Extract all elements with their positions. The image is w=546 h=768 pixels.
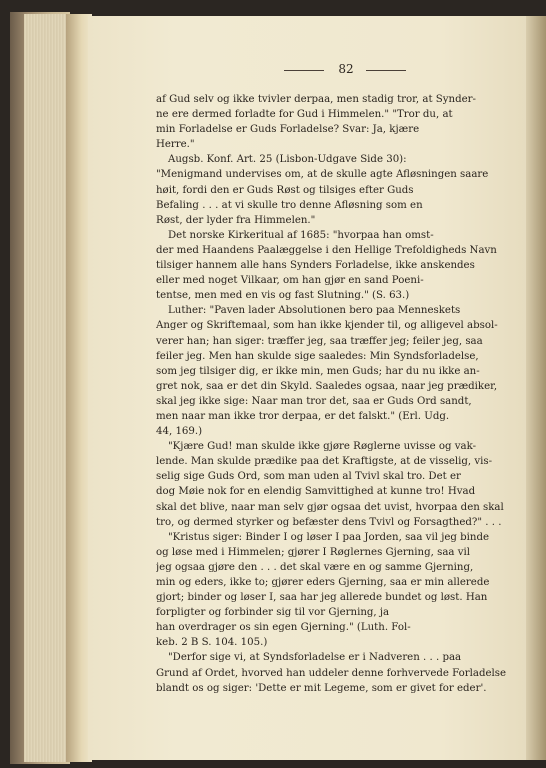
- text-line: eller med noget Vilkaar, om han gjør en sand Poeni-: [156, 275, 424, 287]
- text-line: høit, fordi den er Guds Røst og tilsiges efter Guds: [156, 184, 414, 196]
- text-line: gjort; binder og løser I, saa har jeg allerede bundet og løst. Han: [156, 592, 488, 604]
- page-body-text: [156, 92, 518, 696]
- text-line: han overdrager os sin egen Gjerning." (Luth. Fol-: [156, 622, 411, 634]
- text-line: Luther: "Paven lader Absolutionen bero paa Menneskets: [168, 305, 461, 317]
- text-line: Røst, der lyder fra Himmelen.": [156, 214, 316, 226]
- text-line: "Kjære Gud! man skulde ikke gjøre Røglerne uvisse og vak-: [168, 441, 477, 453]
- page-right-edge: [526, 16, 546, 760]
- text-line: min og eders, ikke to; gjører eders Gjerning, saa er min allerede: [156, 577, 490, 588]
- text-line: keb. 2 B S. 104. 105.): [156, 637, 268, 649]
- text-line: Augsb. Konf. Art. 25 (Lisbon-Udgave Side 30):: [168, 154, 407, 166]
- text-line: forpligter og forbinder sig til vor Gjerning, ja: [156, 607, 390, 619]
- page-number: 82: [338, 62, 354, 76]
- text-line: skal jeg ikke sige: Naar man tror det, saa er Guds Ord sandt,: [156, 395, 472, 407]
- text-line: blandt os og siger: 'Dette er mit Legeme, som er givet for eder'.: [156, 682, 487, 694]
- text-line: ne ere dermed forladte for Gud i Himmelen." "Tror du, at: [156, 109, 453, 121]
- text-line: dog Møie nok for en elendig Samvittighed at kunne tro! Hvad: [156, 486, 476, 498]
- text-line: feiler jeg. Men han skulde sige saaledes: Min Syndsforladelse,: [156, 350, 479, 362]
- text-line: "Menigmand undervises om, at de skulle agte Afløsningen saare: [156, 169, 489, 181]
- page-header: [88, 62, 528, 78]
- text-line: men naar man ikke tror derpaa, er det falskt." (Erl. Udg.: [156, 410, 450, 422]
- text-line: Grund af Ordet, hvorved han uddeler denne forhvervede Forladelse: [156, 667, 507, 679]
- header-rule-right: [366, 70, 406, 71]
- text-line: jeg ogsaa gjøre den . . . det skal være en og samme Gjerning,: [156, 561, 474, 573]
- text-line: som jeg tilsiger dig, er ikke min, men Guds; har du nu ikke an-: [156, 365, 480, 377]
- text-line: Befaling . . . at vi skulle tro denne Afløsning som en: [156, 199, 423, 211]
- text-line: tilsiger hannem alle hans Synders Forladelse, ikke anskendes: [156, 260, 475, 272]
- text-line: af Gud selv og ikke tvivler derpaa, men stadig tror, at Synder-: [156, 94, 476, 105]
- text-line: min Forladelse er Guds Forladelse? Svar: Ja, kjære: [156, 124, 420, 136]
- text-line: "Derfor sige vi, at Syndsforladelse er i Nadveren . . . paa: [168, 652, 462, 664]
- text-line: og løse med i Himmelen; gjører I Røglernes Gjerning, saa vil: [156, 546, 471, 558]
- text-line: tro, og dermed styrker og befæster dens Tvivl og Forsagthed?" . . .: [156, 516, 502, 528]
- text-line: Herre.": [156, 139, 195, 151]
- text-line: Det norske Kirkeritual af 1685: "hvorpaa han omst-: [168, 229, 434, 241]
- text-line: tentse, men med en vis og fast Slutning." (S. 63.): [156, 290, 410, 302]
- text-line: Anger og Skriftemaal, som han ikke kjender til, og alligevel absol-: [156, 320, 498, 332]
- text-line: lende. Man skulde prædike paa det Kraftigste, at de visselig, vis-: [156, 456, 493, 468]
- text-line: "Kristus siger: Binder I og løser I paa Jorden, saa vil jeg binde: [168, 531, 490, 543]
- text-line: 44, 169.): [156, 426, 203, 438]
- text-line: der med Haandens Paalæggelse i den Hellige Trefoldigheds Navn: [156, 244, 497, 256]
- text-line: verer han; han siger: træffer jeg, saa træffer jeg; feiler jeg, saa: [156, 335, 483, 347]
- text-line: gret nok, saa er det din Skyld. Saaledes ogsaa, naar jeg prædiker,: [156, 380, 498, 392]
- text-line: skal det blive, naar man selv gjør ogsaa det uvist, hvorpaa den skal: [156, 501, 504, 513]
- text-line: selig sige Guds Ord, som man uden al Tvivl skal tro. Det er: [156, 471, 461, 483]
